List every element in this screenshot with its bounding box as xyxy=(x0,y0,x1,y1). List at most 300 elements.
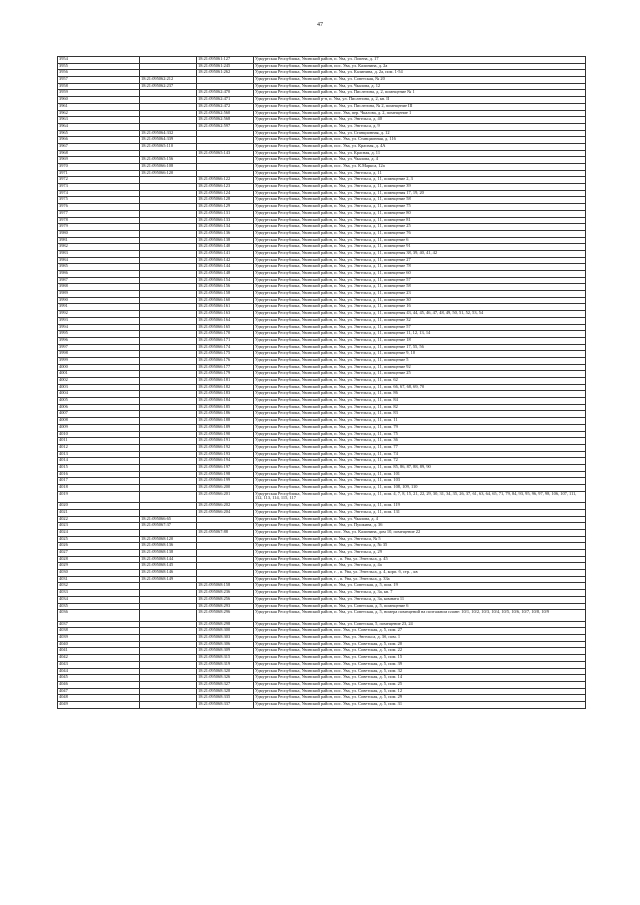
parcel-cadastral-number-cell xyxy=(140,297,197,304)
parcel-cadastral-number-cell xyxy=(140,635,197,642)
address-cell: Удмуртская Республика, Увинский район, п. Ува, ул. Энгельса, д. 11, пом. 119 xyxy=(254,503,586,510)
registry-table-body xyxy=(58,57,586,709)
address-cell: Удмуртская Республика, Увинский район, пос. Ува, ул. Станционная, д. 116 xyxy=(254,137,586,144)
row-number-cell: 3962 xyxy=(58,110,140,117)
address-cell: Удмуртская Республика, Увинский район, п. Ува, ул. Красная, д. 11 xyxy=(254,150,586,157)
address-cell: Удмуртская Республика, Увинский район, п. Ува, ул. Калинина, д. 2а, пом. 1-54 xyxy=(254,70,586,77)
table-row xyxy=(58,583,586,590)
building-cadastral-number-cell: 18:21:095066:198 xyxy=(197,471,254,478)
parcel-cadastral-number-cell xyxy=(140,244,197,251)
address-cell: Удмуртская Республика, Увинский район, п. Ува, ул. Энгельса, д. 11, помещение 30 xyxy=(254,297,586,304)
table-row xyxy=(58,197,586,204)
row-number-cell: 4014 xyxy=(58,458,140,465)
building-cadastral-number-cell: 18:21:095068:309 xyxy=(197,648,254,655)
building-cadastral-number-cell xyxy=(197,556,254,563)
row-number-cell: 4031 xyxy=(58,576,140,583)
row-number-cell: 4005 xyxy=(58,398,140,405)
table-row xyxy=(58,230,586,237)
building-cadastral-number-cell: 18:21:095066:204 xyxy=(197,509,254,516)
parcel-cadastral-number-cell: 18:21:095062:212 xyxy=(140,77,197,84)
address-cell: Удмуртская Республика, Увинский район, пос. Ува, ул. Калинина, дом 10, помещение 22 xyxy=(254,529,586,536)
row-number-cell: 4010 xyxy=(58,431,140,438)
parcel-cadastral-number-cell xyxy=(140,648,197,655)
table-row xyxy=(58,157,586,164)
parcel-cadastral-number-cell xyxy=(140,444,197,451)
address-cell: Удмуртская Республика, Увинский район, п. Ува, ул. Энгельса, д. 29 xyxy=(254,550,586,557)
address-cell: Удмуртская Республика, Увинский район, п. Ува, ул. Энгельса, д. 11, помещение 25 xyxy=(254,224,586,231)
parcel-cadastral-number-cell xyxy=(140,529,197,536)
parcel-cadastral-number-cell: 18:21:095068:136 xyxy=(140,543,197,550)
parcel-cadastral-number-cell xyxy=(140,688,197,695)
row-number-cell: 4037 xyxy=(58,621,140,628)
table-row xyxy=(58,478,586,485)
building-cadastral-number-cell: 18:21:095066:190 xyxy=(197,431,254,438)
address-cell: Удмуртская Республика, Увинский район, п. Ува, ул. Энгельса, д. 11, пом. 83 xyxy=(254,411,586,418)
row-number-cell: 3991 xyxy=(58,304,140,311)
building-cadastral-number-cell: 18:21:095066:192 xyxy=(197,444,254,451)
table-row xyxy=(58,485,586,492)
parcel-cadastral-number-cell xyxy=(140,464,197,471)
building-cadastral-number-cell: 18:21:095066:134 xyxy=(197,224,254,231)
parcel-cadastral-number-cell: 18:21:095066:120 xyxy=(140,170,197,177)
building-cadastral-number-cell: 18:21:095062:560 xyxy=(197,110,254,117)
building-cadastral-number-cell: 18:21:095066:163 xyxy=(197,311,254,318)
table-row xyxy=(58,204,586,211)
address-cell: Удмуртская Республика, Увинский район, п. Ува, ул. Энгельса, д. 11, пом. 108, 109, 110 xyxy=(254,485,586,492)
building-cadastral-number-cell: 18:21:095066:138 xyxy=(197,237,254,244)
parcel-cadastral-number-cell xyxy=(140,404,197,411)
building-cadastral-number-cell: 18:21:095068:298 xyxy=(197,621,254,628)
address-cell: Удмуртская Республика, Увинский район, п. Ува, ул. Энгельса, д. 11, пом. 66, 67, 68, 69, 70 xyxy=(254,384,586,391)
address-cell: Удмуртская Республика, Увинский район, п. Ува, ул. Энгельса, д. 11, помещения 17, 19, 20 xyxy=(254,190,586,197)
row-number-cell: 3971 xyxy=(58,170,140,177)
table-row xyxy=(58,418,586,425)
address-cell: Удмуртская Республика, Увинский район, п. Ува, ул. Энгельса, д. 11, пом. 72 xyxy=(254,458,586,465)
parcel-cadastral-number-cell: 18:21:095068:145 xyxy=(140,563,197,570)
row-number-cell: 4029 xyxy=(58,563,140,570)
building-cadastral-number-cell: 18:21:095065:143 xyxy=(197,150,254,157)
building-cadastral-number-cell: 18:21:095066:181 xyxy=(197,378,254,385)
table-row xyxy=(58,596,586,603)
address-cell: Удмуртская Республика, Увинский район, п. Ува, ул. Энгельса, д. 11, помещение 58 xyxy=(254,197,586,204)
row-number-cell: 3989 xyxy=(58,291,140,298)
building-cadastral-number-cell: 18:21:095066:141 xyxy=(197,250,254,257)
table-row xyxy=(58,90,586,97)
row-number-cell: 3993 xyxy=(58,317,140,324)
row-number-cell: 4006 xyxy=(58,404,140,411)
table-row xyxy=(58,291,586,298)
address-cell: Удмуртская Республика, Увинский район, п. Ува, ул. Энгельса, д. 11, помещение 60 xyxy=(254,271,586,278)
table-row xyxy=(58,297,586,304)
building-cadastral-number-cell: 18:21:095066:175 xyxy=(197,351,254,358)
building-cadastral-number-cell: 18:21:095066:182 xyxy=(197,384,254,391)
building-cadastral-number-cell: 18:21:095066:144 xyxy=(197,264,254,271)
address-cell: Удмуртская Республика, Увинский район, п. Ува, ул. Энгельса, д. 11, помещение 27 xyxy=(254,257,586,264)
row-number-cell: 3970 xyxy=(58,164,140,171)
row-number-cell: 4011 xyxy=(58,438,140,445)
table-row xyxy=(58,590,586,597)
table-row xyxy=(58,398,586,405)
parcel-cadastral-number-cell xyxy=(140,204,197,211)
building-cadastral-number-cell: 18:21:095066:202 xyxy=(197,503,254,510)
parcel-cadastral-number-cell xyxy=(140,357,197,364)
address-cell: Удмуртская Республика, Увинский район, п. Ува, ул. Энгельса, д. 11, помещение 78 xyxy=(254,264,586,271)
parcel-cadastral-number-cell xyxy=(140,70,197,77)
row-number-cell: 4048 xyxy=(58,695,140,702)
address-cell: Удмуртская Республика, Увинский район, пос. Ува, ул. Советская, д. 5, пом. 12 xyxy=(254,688,586,695)
table-row xyxy=(58,177,586,184)
row-number-cell: 4033 xyxy=(58,590,140,597)
table-row xyxy=(58,143,586,150)
row-number-cell: 4015 xyxy=(58,464,140,471)
parcel-cadastral-number-cell xyxy=(140,217,197,224)
building-cadastral-number-cell: 18:21:095066:164 xyxy=(197,317,254,324)
parcel-cadastral-number-cell xyxy=(140,411,197,418)
table-row xyxy=(58,344,586,351)
table-row xyxy=(58,570,586,577)
address-cell: Удмуртская Республика, Увинский район, п. Ува, ул. Энгельса, д. № 35 xyxy=(254,543,586,550)
address-cell: Удмуртская Республика, Увинский район, пос. Ува, ул. Советская, д. 5, пом. 22 xyxy=(254,648,586,655)
building-cadastral-number-cell: 18:21:095066:185 xyxy=(197,404,254,411)
building-cadastral-number-cell: 18:21:095066:184 xyxy=(197,398,254,405)
parcel-cadastral-number-cell xyxy=(140,603,197,610)
table-row xyxy=(58,621,586,628)
building-cadastral-number-cell xyxy=(197,523,254,530)
address-cell: Удмуртская Республика, Увинский район, п. Ува, ул. Энгельса, д. 11, помещение 91 xyxy=(254,244,586,251)
parcel-cadastral-number-cell xyxy=(140,331,197,338)
address-cell: Удмуртская Республика, Увинский район, п. Ува, ул. Энгельса, д. 11, пом. 85, 86, 87, 88, 89, 90 xyxy=(254,464,586,471)
row-number-cell: 3998 xyxy=(58,351,140,358)
address-cell: Удмуртская Республика, Увинский район, п. Ува, ул. Энгельса, д. 11, помещение 39 xyxy=(254,184,586,191)
address-cell: Удмуртская Республика, Увинский район, п. Ува, ул. Энгельса, д. 11, помещение 17, 55, 56 xyxy=(254,344,586,351)
building-cadastral-number-cell: 18:21:095062:568 xyxy=(197,117,254,124)
address-cell: Удмуртская Республика, Увинский район, п. Ува, ул. Энгельса, д. 11, пом. 74 xyxy=(254,451,586,458)
building-cadastral-number-cell: 18:21:095068:256 xyxy=(197,596,254,603)
table-row xyxy=(58,284,586,291)
address-cell: Удмуртская Республика, Увинский район, п. Ува, ул. Энгельса, д. 11, помещение 58 xyxy=(254,284,586,291)
address-cell: Удмуртская Республика, Увинский район, пос. Ува, ул. Советская, д. 5, пом. 29 xyxy=(254,695,586,702)
building-cadastral-number-cell: 18:21:095066:122 xyxy=(197,177,254,184)
row-number-cell: 4022 xyxy=(58,516,140,523)
table-row xyxy=(58,628,586,635)
row-number-cell: 3979 xyxy=(58,224,140,231)
parcel-cadastral-number-cell xyxy=(140,103,197,110)
table-row xyxy=(58,391,586,398)
building-cadastral-number-cell xyxy=(197,576,254,583)
parcel-cadastral-number-cell xyxy=(140,458,197,465)
parcel-cadastral-number-cell xyxy=(140,503,197,510)
building-cadastral-number-cell xyxy=(197,550,254,557)
building-cadastral-number-cell xyxy=(197,164,254,171)
table-row xyxy=(58,337,586,344)
address-cell: Удмуртская Республика, Увинский район, п. Ува, ул. Энгельса, д. 11, пом. 11 xyxy=(254,418,586,425)
building-cadastral-number-cell: 18:21:095066:191 xyxy=(197,438,254,445)
address-cell: Удмуртская Республика, Увинский район, п. Ува, ул. Энгельса, д. 4а xyxy=(254,563,586,570)
row-number-cell: 4042 xyxy=(58,655,140,662)
table-row xyxy=(58,271,586,278)
building-cadastral-number-cell: 18:21:095066:200 xyxy=(197,485,254,492)
row-number-cell: 3973 xyxy=(58,184,140,191)
building-cadastral-number-cell xyxy=(197,170,254,177)
parcel-cadastral-number-cell xyxy=(140,628,197,635)
table-row xyxy=(58,217,586,224)
address-cell: Удмуртская Республика, Увинский район, п. Ува, ул. Энгельса, д. 11, помещение 16 xyxy=(254,304,586,311)
table-row xyxy=(58,464,586,471)
table-row xyxy=(58,668,586,675)
building-cadastral-number-cell: 18:21:095068:320 xyxy=(197,668,254,675)
table-row xyxy=(58,529,586,536)
building-cadastral-number-cell: 18:21:095066:128 xyxy=(197,197,254,204)
parcel-cadastral-number-cell xyxy=(140,97,197,104)
address-cell: Удмуртская Республика, Увинский район, п. Ува, ул. Энгельса, д. 11, пом. 36 xyxy=(254,438,586,445)
address-cell: Удмуртская Республика, Увинский район, п. Ува, ул. Энгельса, д. 11, помещение 6 xyxy=(254,237,586,244)
building-cadastral-number-cell: 18:21:095066:136 xyxy=(197,230,254,237)
building-cadastral-number-cell: 18:21:095068:296 xyxy=(197,610,254,622)
row-number-cell: 3964 xyxy=(58,123,140,130)
table-row xyxy=(58,304,586,311)
row-number-cell: 4004 xyxy=(58,391,140,398)
building-cadastral-number-cell: 18:21:095066:124 xyxy=(197,190,254,197)
row-number-cell: 3955 xyxy=(58,63,140,70)
building-cadastral-number-cell: 18:21:095066:171 xyxy=(197,337,254,344)
table-row xyxy=(58,424,586,431)
row-number-cell: 4035 xyxy=(58,603,140,610)
building-cadastral-number-cell: 18:21:095066:129 xyxy=(197,204,254,211)
parcel-cadastral-number-cell xyxy=(140,304,197,311)
building-cadastral-number-cell: 18:21:095068:337 xyxy=(197,701,254,708)
row-number-cell: 3981 xyxy=(58,237,140,244)
table-row xyxy=(58,411,586,418)
row-number-cell: 3986 xyxy=(58,271,140,278)
address-cell: Удмуртская Республика, Увинский район, г. , п. Ува, ул. Энгельса, д. 4, корп. б, стр. , кв xyxy=(254,570,586,577)
building-cadastral-number-cell: 18:21:095067:88 xyxy=(197,529,254,536)
table-row xyxy=(58,371,586,378)
row-number-cell: 4023 xyxy=(58,523,140,530)
building-cadastral-number-cell: 18:21:095066:133 xyxy=(197,217,254,224)
row-number-cell: 3968 xyxy=(58,150,140,157)
row-number-cell: 4009 xyxy=(58,424,140,431)
building-cadastral-number-cell: 18:21:095066:189 xyxy=(197,424,254,431)
registry-table xyxy=(57,56,586,709)
address-cell: Удмуртская Республика, Увинский район, п. Ува, ул. Энгельса, д. 11, помещения 43, 44, 45, 46, 47, 48, 49, 50, 51, 52, 53, 54 xyxy=(254,311,586,318)
row-number-cell: 4016 xyxy=(58,471,140,478)
table-row xyxy=(58,610,586,622)
building-cadastral-number-cell: 18:21:095068:303 xyxy=(197,635,254,642)
building-cadastral-number-cell: 18:21:095066:194 xyxy=(197,458,254,465)
table-row xyxy=(58,516,586,523)
building-cadastral-number-cell: 18:21:095066:158 xyxy=(197,291,254,298)
building-cadastral-number-cell: 18:21:095066:188 xyxy=(197,418,254,425)
parcel-cadastral-number-cell xyxy=(140,190,197,197)
building-cadastral-number-cell: 18:21:095066:123 xyxy=(197,184,254,191)
parcel-cadastral-number-cell: 18:21:095066:65 xyxy=(140,516,197,523)
table-row xyxy=(58,164,586,171)
table-row xyxy=(58,357,586,364)
row-number-cell: 3995 xyxy=(58,331,140,338)
building-cadastral-number-cell xyxy=(197,536,254,543)
address-cell: Удмуртская Республика, Увинский район, пос. Ува, ул. Калинина, д. 2а xyxy=(254,63,586,70)
building-cadastral-number-cell: 18:21:095066:176 xyxy=(197,357,254,364)
table-row xyxy=(58,550,586,557)
row-number-cell: 4012 xyxy=(58,444,140,451)
building-cadastral-number-cell: 18:21:095062:597 xyxy=(197,123,254,130)
table-row xyxy=(58,97,586,104)
building-cadastral-number-cell xyxy=(197,77,254,84)
row-number-cell: 4049 xyxy=(58,701,140,708)
row-number-cell: 4021 xyxy=(58,509,140,516)
table-row xyxy=(58,257,586,264)
parcel-cadastral-number-cell xyxy=(140,184,197,191)
row-number-cell: 3960 xyxy=(58,97,140,104)
parcel-cadastral-number-cell xyxy=(140,621,197,628)
parcel-cadastral-number-cell xyxy=(140,438,197,445)
row-number-cell: 3985 xyxy=(58,264,140,271)
building-cadastral-number-cell: 18:21:095066:197 xyxy=(197,464,254,471)
building-cadastral-number-cell: 18:21:095068:328 xyxy=(197,688,254,695)
parcel-cadastral-number-cell xyxy=(140,311,197,318)
row-number-cell: 3958 xyxy=(58,83,140,90)
table-row xyxy=(58,250,586,257)
parcel-cadastral-number-cell xyxy=(140,123,197,130)
row-number-cell: 3956 xyxy=(58,70,140,77)
parcel-cadastral-number-cell xyxy=(140,378,197,385)
address-cell: Удмуртская Республика, Увинский район, п. Ува, ул. Энгельса, д. 11, пом. 103 xyxy=(254,478,586,485)
table-row xyxy=(58,576,586,583)
parcel-cadastral-number-cell xyxy=(140,291,197,298)
address-cell: Удмуртская Республика, Увинский район, п. Ува, ул. Энгельса, д. 11, пом. 101 xyxy=(254,471,586,478)
parcel-cadastral-number-cell xyxy=(140,57,197,64)
parcel-cadastral-number-cell: 18:21:095068:146 xyxy=(140,570,197,577)
parcel-cadastral-number-cell: 18:21:095065:156 xyxy=(140,157,197,164)
address-cell: Удмуртская Республика, Увинский район, п. Ува, ул. Энгельса, д. 11, помещение 23 xyxy=(254,291,586,298)
building-cadastral-number-cell: 18:21:095066:142 xyxy=(197,257,254,264)
table-row xyxy=(58,378,586,385)
row-number-cell: 3994 xyxy=(58,324,140,331)
address-cell: Удмуртская Республика, Увинский р-н, п. Ува, ул. Пислегина, д. 2, кв. II xyxy=(254,97,586,104)
row-number-cell: 3982 xyxy=(58,244,140,251)
table-row xyxy=(58,491,586,503)
row-number-cell: 4046 xyxy=(58,681,140,688)
row-number-cell: 4032 xyxy=(58,583,140,590)
parcel-cadastral-number-cell xyxy=(140,424,197,431)
table-row xyxy=(58,438,586,445)
building-cadastral-number-cell: 18:21:095066:170 xyxy=(197,331,254,338)
building-cadastral-number-cell: 18:21:095062:470 xyxy=(197,90,254,97)
row-number-cell: 4027 xyxy=(58,550,140,557)
building-cadastral-number-cell: 18:21:095066:199 xyxy=(197,478,254,485)
row-number-cell: 4045 xyxy=(58,675,140,682)
table-row xyxy=(58,688,586,695)
row-number-cell: 4041 xyxy=(58,648,140,655)
parcel-cadastral-number-cell: 18:21:095066:108 xyxy=(140,164,197,171)
address-cell: Удмуртская Республика, Увинский район, п. Ува, ул. Энгельса, д. 11, помещение 80 xyxy=(254,210,586,217)
row-number-cell: 3976 xyxy=(58,204,140,211)
parcel-cadastral-number-cell xyxy=(140,257,197,264)
parcel-cadastral-number-cell xyxy=(140,661,197,668)
row-number-cell: 4028 xyxy=(58,556,140,563)
parcel-cadastral-number-cell: 18:21:095065:110 xyxy=(140,143,197,150)
table-row xyxy=(58,190,586,197)
row-number-cell: 4036 xyxy=(58,610,140,622)
building-cadastral-number-cell xyxy=(197,137,254,144)
row-number-cell: 3957 xyxy=(58,77,140,84)
address-cell: Удмуртская Республика, Увинский район, п. Ува, ул. Энгельса, д. 11, помещение 9, 10 xyxy=(254,351,586,358)
table-row xyxy=(58,431,586,438)
parcel-cadastral-number-cell xyxy=(140,317,197,324)
row-number-cell: 4013 xyxy=(58,451,140,458)
building-cadastral-number-cell: 18:21:095066:193 xyxy=(197,451,254,458)
address-cell: Удмуртская Республика, Увинский район, п. Ува, ул. Советская, 5, помещение 23, 24 xyxy=(254,621,586,628)
row-number-cell: 3974 xyxy=(58,190,140,197)
row-number-cell: 4038 xyxy=(58,628,140,635)
address-cell: Удмуртская Республика, Увинский район, пос. Ува, ул. Советская, д. 5, пом. 20 xyxy=(254,641,586,648)
address-cell: Удмуртская Республика, Увинский район, п. Ува, ул. Энгельса, д. 11, пом. 62 xyxy=(254,378,586,385)
table-row xyxy=(58,331,586,338)
building-cadastral-number-cell: 18:21:095066:156 xyxy=(197,284,254,291)
building-cadastral-number-cell xyxy=(197,516,254,523)
row-number-cell: 3999 xyxy=(58,357,140,364)
table-row xyxy=(58,210,586,217)
row-number-cell: 3980 xyxy=(58,230,140,237)
parcel-cadastral-number-cell xyxy=(140,451,197,458)
address-cell: Удмуртская Республика, Увинский район, п. Ува, ул. Энгельса, д. 11, помещение 57 xyxy=(254,324,586,331)
row-number-cell: 3972 xyxy=(58,177,140,184)
table-row xyxy=(58,184,586,191)
address-cell: Удмуртская Республика, Увинский район, п. Ува, ул. Чкалова, д. 12 xyxy=(254,83,586,90)
row-number-cell: 4002 xyxy=(58,378,140,385)
table-row xyxy=(58,603,586,610)
building-cadastral-number-cell: 18:21:095068:315 xyxy=(197,655,254,662)
address-cell: Удмуртская Республика, Увинский район, п. Ува, ул. Советская, д. 5, пом. 19 xyxy=(254,583,586,590)
address-cell: Удмуртская Республика, Увинский район, п. Ува, ул. Энгельса, д. 40 xyxy=(254,117,586,124)
parcel-cadastral-number-cell xyxy=(140,351,197,358)
address-cell: Удмуртская Республика, Увинский район, п. Ува, ул. Энгельса, д. 11, помещение 2, 3 xyxy=(254,177,586,184)
address-cell: Удмуртская Республика, Увинский район, п. Ува, ул. Советская, д. 5, номера помещений на поэтажном плане: 10/1, 10/2, 10/3, 10/4, 10/5, 10/6, 10/7, 10/8, 10/9 xyxy=(254,610,586,622)
parcel-cadastral-number-cell: 18:21:095068:138 xyxy=(140,550,197,557)
row-number-cell: 3990 xyxy=(58,297,140,304)
parcel-cadastral-number-cell xyxy=(140,117,197,124)
address-cell: Удмуртская Республика, Увинский район, п. Ува, ул. Энгельса, д. 11, пом. 84 xyxy=(254,398,586,405)
page-number: 47 xyxy=(317,22,323,28)
table-row xyxy=(58,244,586,251)
table-row xyxy=(58,130,586,137)
address-cell: Удмуртская Республика, Увинский район, п. Ува, ул. Энгельса, д. 11, пом. 4, 7, 8, 15, 21, 22, 29, 30, 31, 34, 35, 26, 37, 61, 63, 64, 65, 71, 79, 84, 93, 95, 96, 97, 98, 106, 107, 111, 112, 113, 114, 115, 117 xyxy=(254,491,586,503)
table-row xyxy=(58,123,586,130)
table-row xyxy=(58,351,586,358)
parcel-cadastral-number-cell xyxy=(140,63,197,70)
row-number-cell: 4047 xyxy=(58,688,140,695)
row-number-cell: 3988 xyxy=(58,284,140,291)
table-row xyxy=(58,137,586,144)
parcel-cadastral-number-cell: 18:21:095068:149 xyxy=(140,576,197,583)
address-cell: Удмуртская Республика, Увинский район, п. Ува, ул. Энгельса, д. 11, помещение 32 xyxy=(254,317,586,324)
parcel-cadastral-number-cell xyxy=(140,478,197,485)
table-row xyxy=(58,648,586,655)
building-cadastral-number-cell xyxy=(197,157,254,164)
table-row xyxy=(58,563,586,570)
building-cadastral-number-cell: 18:21:095068:236 xyxy=(197,590,254,597)
building-cadastral-number-cell: 18:21:095061:245 xyxy=(197,63,254,70)
address-cell: Удмуртская Республика, Увинский район, пос. Ува, ул. К.Маркса, 12а xyxy=(254,164,586,171)
row-number-cell: 3978 xyxy=(58,217,140,224)
row-number-cell: 3975 xyxy=(58,197,140,204)
address-cell: Удмуртская Республика, Увинский район, п. Ува, ул. Энгельса, д. 11, помещение 76 xyxy=(254,230,586,237)
parcel-cadastral-number-cell xyxy=(140,701,197,708)
parcel-cadastral-number-cell xyxy=(140,277,197,284)
parcel-cadastral-number-cell xyxy=(140,668,197,675)
parcel-cadastral-number-cell: 18:21:095068:144 xyxy=(140,556,197,563)
table-row xyxy=(58,83,586,90)
